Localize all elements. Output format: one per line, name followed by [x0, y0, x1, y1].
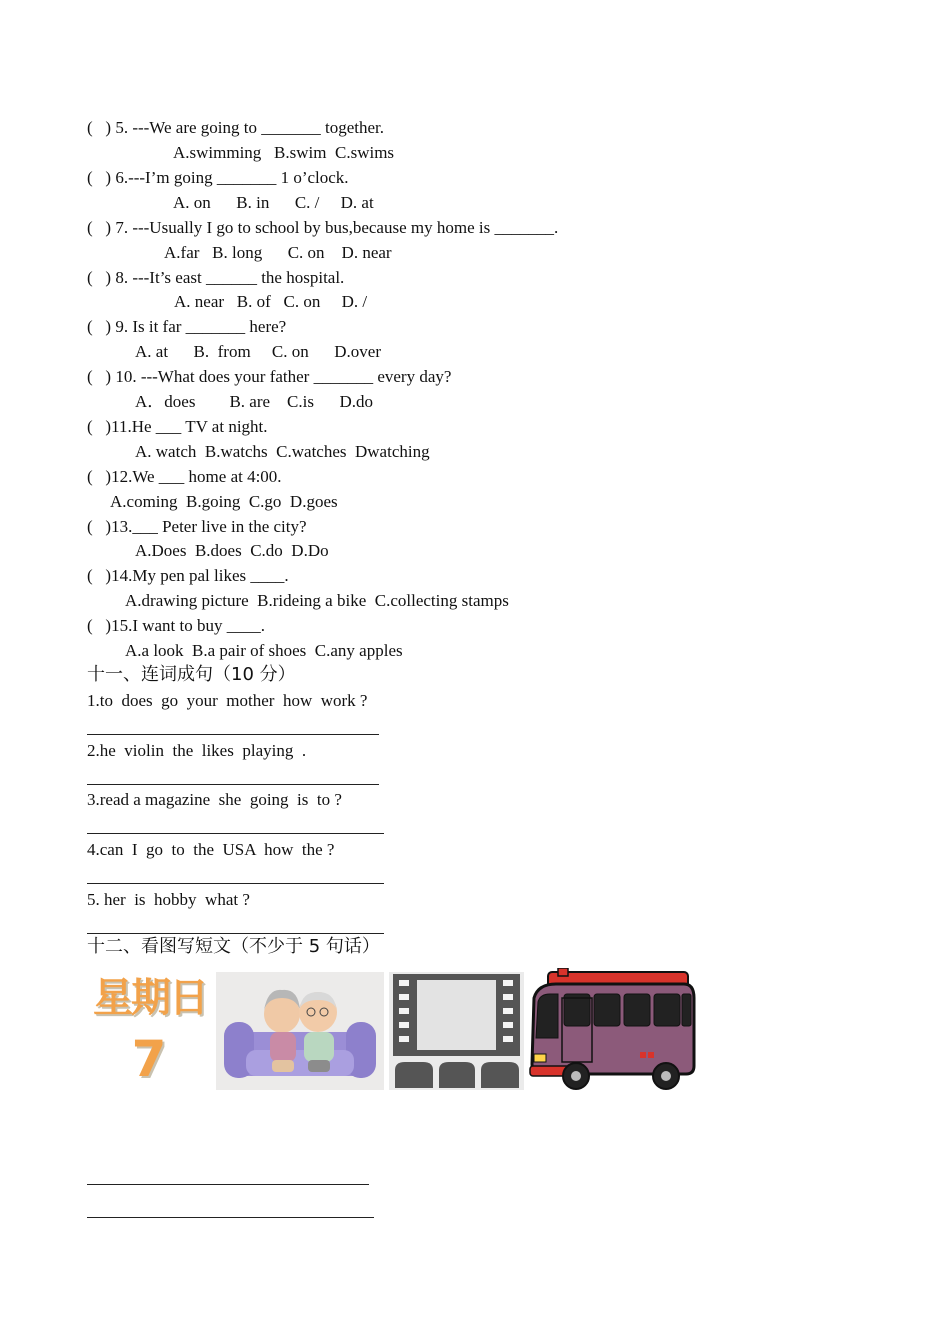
elderly-couple-sofa-image [216, 972, 384, 1090]
answer-line-3[interactable] [87, 833, 384, 834]
options-14: A.drawing picture B.rideing a bike C.collecting stamps [125, 591, 509, 610]
question-10: ( ) 10. ---What does your father _______ every day? [87, 367, 452, 386]
question-9: ( ) 9. Is it far _______ here? [87, 317, 287, 336]
sentence-item-5: 5. her is hobby what ? [87, 890, 250, 909]
options-13: A.Does B.does C.do D.Do [135, 541, 329, 560]
question-11: ( )11.He ___ TV at night. [87, 417, 268, 436]
answer-line-1[interactable] [87, 734, 379, 735]
question-7: ( ) 7. ---Usually I go to school by bus,because my home is _______. [87, 218, 559, 237]
options-15: A.a look B.a pair of shoes C.any apples [125, 641, 403, 660]
sentence-item-2: 2.he violin the likes playing . [87, 741, 307, 760]
answer-line-4[interactable] [87, 883, 384, 884]
question-13: ( )13.___ Peter live in the city? [87, 517, 307, 536]
options-10: A．does B. are C.is D.do [135, 392, 373, 411]
question-12: ( )12.We ___ home at 4:00. [87, 467, 282, 486]
question-15: ( )15.I want to buy ____. [87, 616, 266, 635]
options-6: A. on B. in C. / D. at [173, 193, 374, 212]
writing-line-2[interactable] [87, 1217, 374, 1218]
question-5: ( ) 5. ---We are going to _______ together. [87, 118, 384, 137]
question-6: ( ) 6.---I’m going _______ 1 o’clock. [87, 168, 349, 187]
writing-line-1[interactable] [87, 1184, 369, 1185]
day-number: 7 [131, 1030, 167, 1088]
sunday-label: 星期日 [93, 975, 207, 1021]
options-7: A.far B. long C. on D. near [164, 243, 392, 262]
answer-line-2[interactable] [87, 784, 379, 785]
sentence-item-4: 4.can I go to the USA how the ? [87, 840, 335, 859]
answer-line-5[interactable] [87, 933, 384, 934]
section-12-title: 十二、看图写短文（不少于 5 句话） [87, 936, 380, 957]
question-8: ( ) 8. ---It’s east ______ the hospital. [87, 268, 345, 287]
sunday-7-label-image [85, 968, 215, 1096]
options-8: A. near B. of C. on D. / [174, 292, 368, 311]
sentence-item-1: 1.to does go your mother how work ? [87, 691, 368, 710]
cinema-film-image [389, 972, 524, 1090]
bus-image [528, 968, 698, 1092]
options-9: A. at B. from C. on D.over [135, 342, 382, 361]
options-11: A. watch B.watchs C.watches Dwatching [135, 442, 430, 461]
options-12: A.coming B.going C.go D.goes [110, 492, 338, 511]
sentence-item-3: 3.read a magazine she going is to ? [87, 790, 342, 809]
section-11-title: 十一、连词成句（10 分） [87, 664, 296, 685]
question-14: ( )14.My pen pal likes ____. [87, 566, 289, 585]
options-5: A.swimming B.swim C.swims [173, 143, 395, 162]
